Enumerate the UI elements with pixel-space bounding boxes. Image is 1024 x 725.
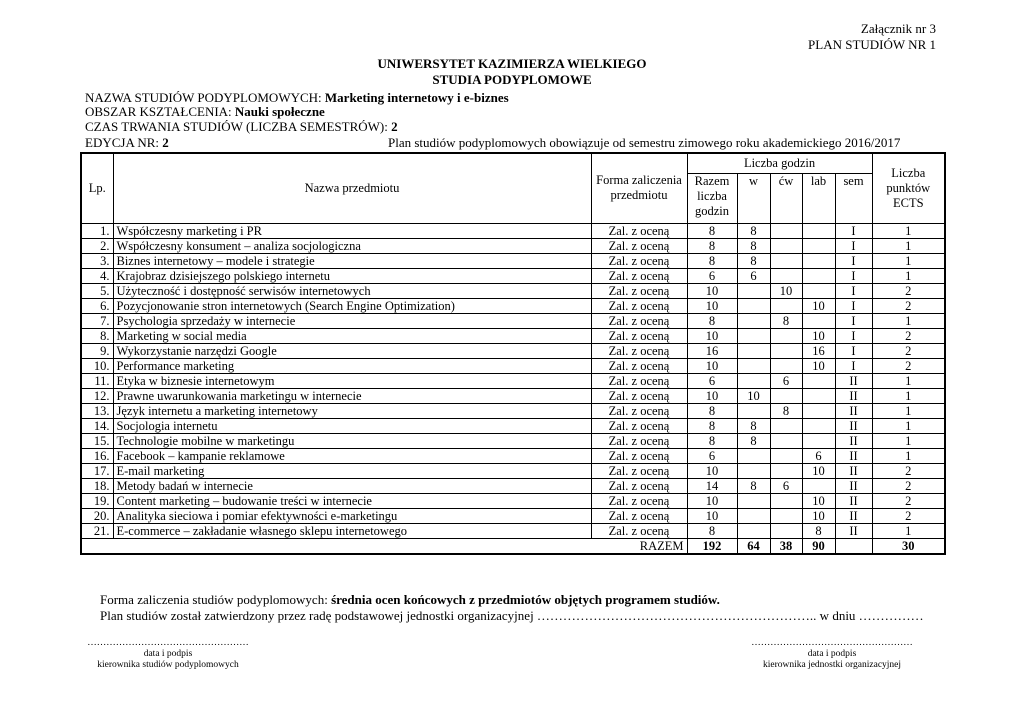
plan-table-body xyxy=(81,223,945,538)
cell-total-hours: 6 xyxy=(687,373,737,388)
cell-w xyxy=(737,523,770,538)
cell-total-hours: 6 xyxy=(687,268,737,283)
cell-w xyxy=(737,358,770,373)
cell-lp: 15. xyxy=(81,433,113,448)
cell-sem: I xyxy=(835,328,872,343)
cell-form: Zal. z oceną xyxy=(591,223,687,238)
cell-ects: 2 xyxy=(872,508,945,523)
cell-subject: Marketing w social media xyxy=(113,328,591,343)
cell-ects: 1 xyxy=(872,448,945,463)
table-row xyxy=(81,268,945,283)
cell-form: Zal. z oceną xyxy=(591,328,687,343)
cell-ects: 1 xyxy=(872,373,945,388)
cell-cw xyxy=(770,493,802,508)
cell-lp: 5. xyxy=(81,283,113,298)
cell-total-hours: 10 xyxy=(687,358,737,373)
cell-w xyxy=(737,313,770,328)
cell-subject: E-mail marketing xyxy=(113,463,591,478)
cell-form: Zal. z oceną xyxy=(591,508,687,523)
header-ects: Liczba punktów ECTS xyxy=(872,153,945,223)
cell-total-hours: 14 xyxy=(687,478,737,493)
cell-ects: 1 xyxy=(872,268,945,283)
cell-cw: 8 xyxy=(770,403,802,418)
cell-ects: 2 xyxy=(872,343,945,358)
cell-total-hours: 8 xyxy=(687,433,737,448)
table-row xyxy=(81,418,945,433)
cell-form: Zal. z oceną xyxy=(591,358,687,373)
totals-label: RAZEM xyxy=(81,538,687,554)
cell-cw: 6 xyxy=(770,478,802,493)
cell-ects: 2 xyxy=(872,328,945,343)
header-lab: lab xyxy=(802,173,835,223)
cell-form: Zal. z oceną xyxy=(591,298,687,313)
cell-w xyxy=(737,448,770,463)
cell-subject: Język internetu a marketing internetowy xyxy=(113,403,591,418)
cell-lp: 17. xyxy=(81,463,113,478)
cell-lp: 9. xyxy=(81,343,113,358)
cell-subject: Prawne uwarunkowania marketingu w internecie xyxy=(113,388,591,403)
cell-form: Zal. z oceną xyxy=(591,268,687,283)
signature-left xyxy=(58,638,278,671)
cell-subject: Biznes internetowy – modele i strategie xyxy=(113,253,591,268)
signature-right-dots: …………………………………………… xyxy=(751,638,913,648)
cell-lp: 20. xyxy=(81,508,113,523)
cell-ects: 1 xyxy=(872,418,945,433)
table-row xyxy=(81,523,945,538)
cell-subject: Współczesny konsument – analiza socjologiczna xyxy=(113,238,591,253)
cell-lp: 6. xyxy=(81,298,113,313)
plan-number: PLAN STUDIÓW NR 1 xyxy=(808,37,936,52)
table-row xyxy=(81,373,945,388)
duration-value: 2 xyxy=(391,119,398,134)
table-row xyxy=(81,253,945,268)
table-row xyxy=(81,463,945,478)
cell-form: Zal. z oceną xyxy=(591,313,687,328)
signature-right-line1: data i podpis xyxy=(807,649,857,659)
cell-w: 8 xyxy=(737,238,770,253)
cell-sem: II xyxy=(835,433,872,448)
cell-lab xyxy=(802,238,835,253)
cell-w: 8 xyxy=(737,433,770,448)
cell-ects: 1 xyxy=(872,523,945,538)
cell-lab xyxy=(802,388,835,403)
study-area-line xyxy=(85,105,325,119)
cell-lp: 13. xyxy=(81,403,113,418)
cell-sem: II xyxy=(835,373,872,388)
cell-ects: 1 xyxy=(872,253,945,268)
cell-lab: 10 xyxy=(802,493,835,508)
cell-cw xyxy=(770,418,802,433)
cell-sem: II xyxy=(835,388,872,403)
cell-total-hours: 10 xyxy=(687,298,737,313)
cell-lp: 19. xyxy=(81,493,113,508)
table-row xyxy=(81,508,945,523)
cell-lab xyxy=(802,418,835,433)
studies-name-value: Marketing internetowy i e-biznes xyxy=(324,90,509,105)
cell-lp: 1. xyxy=(81,223,113,238)
cell-w xyxy=(737,508,770,523)
table-row xyxy=(81,223,945,238)
cell-form: Zal. z oceną xyxy=(591,373,687,388)
cell-ects: 2 xyxy=(872,358,945,373)
validity-note: Plan studiów podyplomowych obowiązuje od semestru zimowego roku akademickiego 2016/2017 xyxy=(388,135,901,150)
header-total-hours: Razem liczba godzin xyxy=(687,173,737,223)
cell-ects: 2 xyxy=(872,298,945,313)
cell-cw xyxy=(770,433,802,448)
cell-total-hours: 8 xyxy=(687,223,737,238)
cell-w: 6 xyxy=(737,268,770,283)
cell-lab: 10 xyxy=(802,463,835,478)
cell-cw: 6 xyxy=(770,373,802,388)
edition-value: 2 xyxy=(162,135,169,150)
attachment-label: Załącznik nr 3 xyxy=(860,21,936,36)
cell-w xyxy=(737,403,770,418)
cell-sem: I xyxy=(835,343,872,358)
cell-sem: I xyxy=(835,268,872,283)
cell-subject: Krajobraz dzisiejszego polskiego internetu xyxy=(113,268,591,283)
cell-w xyxy=(737,328,770,343)
cell-ects: 2 xyxy=(872,283,945,298)
header-form: Forma zaliczenia przedmiotu xyxy=(591,153,687,223)
cell-lp: 14. xyxy=(81,418,113,433)
header-cw: ćw xyxy=(770,173,802,223)
table-row xyxy=(81,238,945,253)
cell-cw: 8 xyxy=(770,313,802,328)
cell-sem: II xyxy=(835,493,872,508)
table-row xyxy=(81,358,945,373)
cell-cw: 10 xyxy=(770,283,802,298)
cell-lab xyxy=(802,253,835,268)
cell-lab xyxy=(802,373,835,388)
cell-ects: 1 xyxy=(872,403,945,418)
cell-cw xyxy=(770,508,802,523)
cell-lp: 4. xyxy=(81,268,113,283)
cell-form: Zal. z oceną xyxy=(591,343,687,358)
signature-left-line1: data i podpis xyxy=(143,649,193,659)
cell-total-hours: 10 xyxy=(687,493,737,508)
duration-line xyxy=(85,120,398,134)
cell-subject: Analityka sieciowa i pomiar efektywności e-marketingu xyxy=(113,508,591,523)
table-row xyxy=(81,433,945,448)
cell-total-hours: 6 xyxy=(687,448,737,463)
totals-hours: 192 xyxy=(687,538,737,554)
completion-line xyxy=(100,592,720,608)
table-row xyxy=(81,478,945,493)
cell-cw xyxy=(770,328,802,343)
cell-ects: 2 xyxy=(872,463,945,478)
header-lp: Lp. xyxy=(81,153,113,223)
header-subject: Nazwa przedmiotu xyxy=(113,153,591,223)
cell-lab: 16 xyxy=(802,343,835,358)
cell-lab xyxy=(802,223,835,238)
studies-name-label: NAZWA STUDIÓW PODYPLOMOWYCH: xyxy=(85,90,325,105)
cell-form: Zal. z oceną xyxy=(591,463,687,478)
cell-lp: 10. xyxy=(81,358,113,373)
study-plan-table xyxy=(80,152,946,555)
university-title: UNIWERSYTET KAZIMIERZA WIELKIEGO xyxy=(377,56,647,71)
cell-lab xyxy=(802,268,835,283)
cell-subject: Współczesny marketing i PR xyxy=(113,223,591,238)
header-sem: sem xyxy=(835,173,872,223)
cell-lab: 10 xyxy=(802,508,835,523)
completion-value: średnia ocen końcowych z przedmiotów objętych programem studiów. xyxy=(331,592,720,607)
cell-ects: 1 xyxy=(872,238,945,253)
cell-subject: E-commerce – zakładanie własnego sklepu internetowego xyxy=(113,523,591,538)
cell-form: Zal. z oceną xyxy=(591,418,687,433)
totals-lab: 90 xyxy=(802,538,835,554)
cell-cw xyxy=(770,253,802,268)
table-row xyxy=(81,403,945,418)
cell-w: 8 xyxy=(737,253,770,268)
table-row xyxy=(81,493,945,508)
cell-form: Zal. z oceną xyxy=(591,523,687,538)
cell-total-hours: 10 xyxy=(687,283,737,298)
cell-cw xyxy=(770,523,802,538)
cell-lp: 16. xyxy=(81,448,113,463)
table-row xyxy=(81,298,945,313)
cell-subject: Etyka w biznesie internetowym xyxy=(113,373,591,388)
table-row xyxy=(81,283,945,298)
cell-total-hours: 8 xyxy=(687,313,737,328)
cell-subject: Facebook – kampanie reklamowe xyxy=(113,448,591,463)
approval-line: Plan studiów został zatwierdzony przez radę podstawowej jednostki organizacyjnej ……………………………………………………….. w dniu …………… xyxy=(100,608,924,623)
cell-lab xyxy=(802,403,835,418)
cell-total-hours: 10 xyxy=(687,508,737,523)
edition-label: EDYCJA NR: xyxy=(85,135,163,150)
signature-left-line2: kierownika studiów podyplomowych xyxy=(97,660,239,670)
cell-total-hours: 8 xyxy=(687,523,737,538)
cell-total-hours: 8 xyxy=(687,253,737,268)
cell-sem: II xyxy=(835,523,872,538)
cell-w xyxy=(737,493,770,508)
totals-ects: 30 xyxy=(872,538,945,554)
cell-total-hours: 8 xyxy=(687,403,737,418)
cell-total-hours: 10 xyxy=(687,463,737,478)
cell-subject: Pozycjonowanie stron internetowych (Search Engine Optimization) xyxy=(113,298,591,313)
totals-cw: 38 xyxy=(770,538,802,554)
cell-lab: 10 xyxy=(802,298,835,313)
study-area-label: OBSZAR KSZTAŁCENIA: xyxy=(85,104,235,119)
cell-sem: I xyxy=(835,313,872,328)
cell-lab xyxy=(802,433,835,448)
cell-lp: 21. xyxy=(81,523,113,538)
cell-cw xyxy=(770,448,802,463)
cell-form: Zal. z oceną xyxy=(591,433,687,448)
table-row xyxy=(81,313,945,328)
cell-ects: 1 xyxy=(872,223,945,238)
cell-sem: II xyxy=(835,463,872,478)
cell-total-hours: 16 xyxy=(687,343,737,358)
cell-lp: 3. xyxy=(81,253,113,268)
totals-w: 64 xyxy=(737,538,770,554)
cell-ects: 1 xyxy=(872,433,945,448)
cell-cw xyxy=(770,268,802,283)
cell-lab xyxy=(802,283,835,298)
cell-subject: Content marketing – budowanie treści w internecie xyxy=(113,493,591,508)
cell-cw xyxy=(770,238,802,253)
cell-w xyxy=(737,283,770,298)
cell-w: 8 xyxy=(737,418,770,433)
cell-form: Zal. z oceną xyxy=(591,388,687,403)
cell-lp: 2. xyxy=(81,238,113,253)
cell-subject: Technologie mobilne w marketingu xyxy=(113,433,591,448)
signature-left-dots: …………………………………………… xyxy=(87,638,249,648)
cell-sem: II xyxy=(835,403,872,418)
totals-sem xyxy=(835,538,872,554)
cell-lab xyxy=(802,313,835,328)
completion-label: Forma zaliczenia studiów podyplomowych: xyxy=(100,592,332,607)
cell-ects: 1 xyxy=(872,388,945,403)
cell-w: 10 xyxy=(737,388,770,403)
edition-line xyxy=(85,136,169,150)
cell-sem: II xyxy=(835,478,872,493)
cell-form: Zal. z oceną xyxy=(591,403,687,418)
cell-sem: I xyxy=(835,223,872,238)
cell-subject: Performance marketing xyxy=(113,358,591,373)
cell-cw xyxy=(770,358,802,373)
cell-sem: I xyxy=(835,253,872,268)
cell-subject: Psychologia sprzedaży w internecie xyxy=(113,313,591,328)
cell-total-hours: 8 xyxy=(687,418,737,433)
cell-w: 8 xyxy=(737,223,770,238)
cell-lab: 10 xyxy=(802,358,835,373)
cell-sem: I xyxy=(835,358,872,373)
cell-form: Zal. z oceną xyxy=(591,448,687,463)
cell-sem: I xyxy=(835,283,872,298)
cell-w xyxy=(737,343,770,358)
cell-cw xyxy=(770,223,802,238)
cell-total-hours: 10 xyxy=(687,388,737,403)
totals-row xyxy=(81,538,945,554)
cell-lab: 6 xyxy=(802,448,835,463)
cell-lp: 12. xyxy=(81,388,113,403)
cell-sem: II xyxy=(835,448,872,463)
table-row xyxy=(81,388,945,403)
signature-right xyxy=(722,638,942,671)
cell-w xyxy=(737,373,770,388)
cell-lp: 7. xyxy=(81,313,113,328)
cell-lab: 8 xyxy=(802,523,835,538)
cell-total-hours: 10 xyxy=(687,328,737,343)
cell-cw xyxy=(770,463,802,478)
cell-form: Zal. z oceną xyxy=(591,493,687,508)
cell-w xyxy=(737,463,770,478)
cell-w xyxy=(737,298,770,313)
cell-lab: 10 xyxy=(802,328,835,343)
cell-ects: 1 xyxy=(872,313,945,328)
cell-ects: 2 xyxy=(872,478,945,493)
cell-sem: II xyxy=(835,418,872,433)
cell-ects: 2 xyxy=(872,493,945,508)
duration-label: CZAS TRWANIA STUDIÓW (LICZBA SEMESTRÓW): xyxy=(85,119,392,134)
cell-subject: Metody badań w internecie xyxy=(113,478,591,493)
cell-sem: II xyxy=(835,508,872,523)
cell-form: Zal. z oceną xyxy=(591,238,687,253)
study-area-value: Nauki społeczne xyxy=(234,104,325,119)
cell-sem: I xyxy=(835,238,872,253)
cell-lab xyxy=(802,478,835,493)
header-hours: Liczba godzin xyxy=(687,153,872,173)
cell-lp: 18. xyxy=(81,478,113,493)
cell-form: Zal. z oceną xyxy=(591,283,687,298)
cell-lp: 11. xyxy=(81,373,113,388)
studies-name-line xyxy=(85,91,509,105)
table-row xyxy=(81,343,945,358)
table-row xyxy=(81,448,945,463)
cell-w: 8 xyxy=(737,478,770,493)
cell-cw xyxy=(770,298,802,313)
cell-lp: 8. xyxy=(81,328,113,343)
header-w: w xyxy=(737,173,770,223)
table-row xyxy=(81,328,945,343)
cell-subject: Wykorzystanie narzędzi Google xyxy=(113,343,591,358)
cell-total-hours: 8 xyxy=(687,238,737,253)
signature-right-line2: kierownika jednostki organizacyjnej xyxy=(762,660,902,670)
cell-cw xyxy=(770,388,802,403)
cell-sem: I xyxy=(835,298,872,313)
cell-form: Zal. z oceną xyxy=(591,253,687,268)
studies-type-title: STUDIA PODYPLOMOWE xyxy=(432,72,592,87)
cell-form: Zal. z oceną xyxy=(591,478,687,493)
cell-subject: Użyteczność i dostępność serwisów internetowych xyxy=(113,283,591,298)
cell-cw xyxy=(770,343,802,358)
cell-subject: Socjologia internetu xyxy=(113,418,591,433)
